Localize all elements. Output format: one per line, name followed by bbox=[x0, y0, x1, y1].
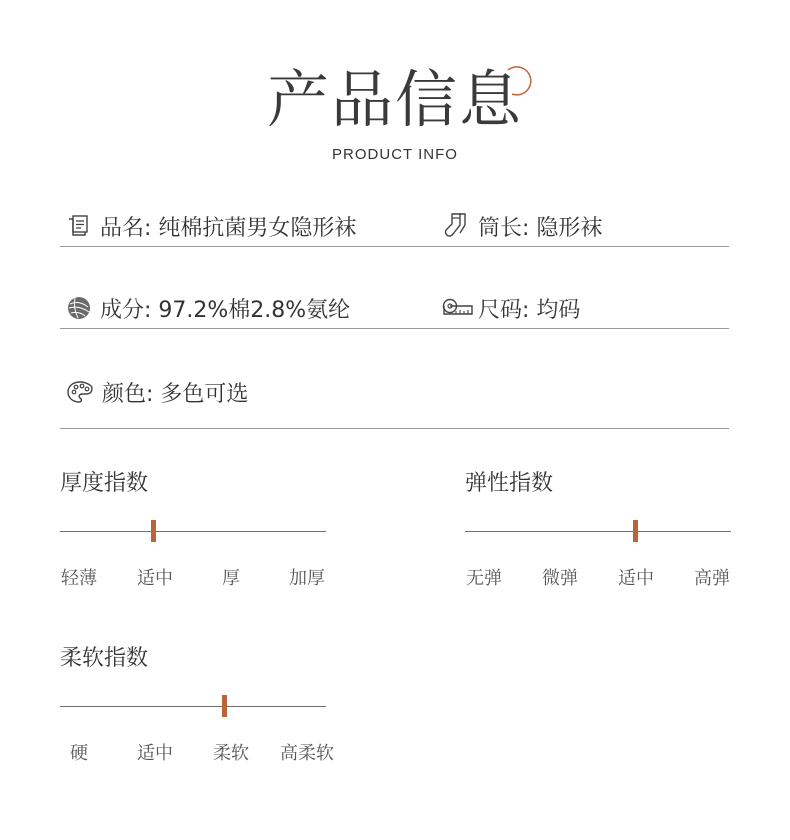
document-icon bbox=[66, 213, 92, 239]
yarn-ball-icon bbox=[66, 295, 92, 321]
scale-track bbox=[465, 531, 731, 532]
palette-icon bbox=[66, 379, 94, 405]
product-name-text: 品名: 纯棉抗菌男女隐形袜 bbox=[100, 215, 357, 241]
scale-level-label: 无弹 bbox=[466, 568, 502, 589]
scale-level-label: 硬 bbox=[70, 743, 88, 764]
elasticity-level-marker bbox=[633, 520, 638, 542]
header bbox=[0, 60, 790, 140]
sock-icon bbox=[442, 212, 470, 240]
scale-level-label: 厚 bbox=[222, 568, 240, 589]
info-item-length bbox=[442, 206, 602, 246]
color-text: 颜色: 多色可选 bbox=[102, 381, 249, 407]
divider bbox=[60, 428, 729, 429]
scale-level-label: 加厚 bbox=[289, 568, 325, 589]
scale-track bbox=[60, 531, 326, 532]
scale-level-label: 适中 bbox=[618, 568, 654, 589]
page-subtitle: PRODUCT INFO bbox=[332, 146, 458, 163]
info-row-color bbox=[60, 372, 729, 412]
measuring-tape-icon bbox=[442, 295, 474, 321]
info-row-material bbox=[60, 288, 729, 328]
material-text: 成分: 97.2%棉2.8%氨纶 bbox=[100, 297, 351, 323]
scale-track bbox=[60, 706, 326, 707]
softness-scale bbox=[60, 641, 334, 771]
info-row-name bbox=[60, 206, 729, 246]
scale-level-label: 适中 bbox=[137, 743, 173, 764]
elasticity-scale-title: 弹性指数 bbox=[465, 471, 554, 496]
page-title: 产品信息 bbox=[267, 60, 523, 140]
info-item-material bbox=[66, 288, 350, 328]
info-item-color bbox=[66, 372, 248, 412]
length-text: 筒长: 隐形袜 bbox=[478, 215, 603, 241]
divider bbox=[60, 246, 729, 247]
info-item-size bbox=[442, 288, 580, 328]
scale-level-label: 高柔软 bbox=[280, 743, 334, 764]
accent-arc-icon bbox=[503, 64, 537, 98]
scale-level-label: 轻薄 bbox=[61, 568, 97, 589]
scale-level-label: 高弹 bbox=[694, 568, 730, 589]
scale-level-label: 适中 bbox=[137, 568, 173, 589]
thickness-level-marker bbox=[151, 520, 156, 542]
info-item-product-name bbox=[66, 206, 356, 246]
softness-scale-title: 柔软指数 bbox=[60, 646, 149, 671]
scale-level-label: 微弹 bbox=[542, 568, 578, 589]
size-text: 尺码: 均码 bbox=[478, 297, 581, 323]
scale-level-label: 柔软 bbox=[213, 743, 249, 764]
divider bbox=[60, 328, 729, 329]
elasticity-scale bbox=[465, 466, 731, 596]
softness-level-marker bbox=[222, 695, 227, 717]
thickness-scale bbox=[60, 466, 326, 596]
thickness-scale-title: 厚度指数 bbox=[60, 471, 149, 496]
